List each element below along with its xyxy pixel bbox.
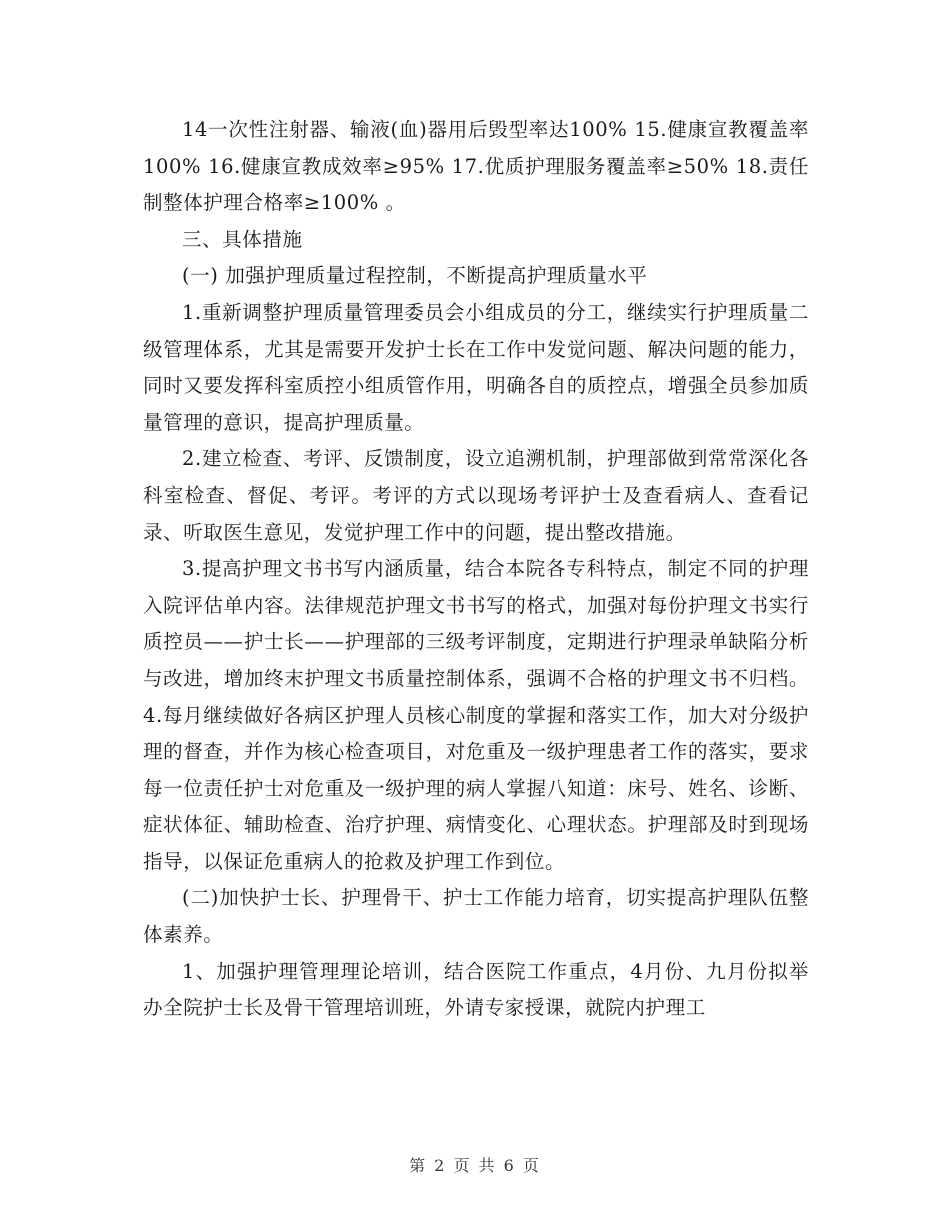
section-heading-measures: 三、具体措施 (182, 227, 303, 251)
paragraph-item-1: 1.重新调整护理质量管理委员会小组成员的分工，继续实行护理质量二级管理体系，尤其是需要开发护士长在工作中发觉问题、解决问题的能力，同时又要发挥科室质控小组质管作用，明确各自的质控点，增强全员参加质量管理的意识，提高护理质量。 (143, 300, 809, 434)
paragraph-indicators: 14一次性注射器、输液(血)器用后毁型率达100% 15.健康宣教覆盖率100% 16.健康宣教成效率≥95% 17.优质护理服务覆盖率≥50% 18.责任制整体护理合格率≥100% 。 (143, 118, 809, 215)
subsection-heading-quality-control: (一) 加强护理质量过程控制，不断提高护理质量水平 (182, 264, 648, 288)
document-body (143, 112, 809, 1027)
page-number-footer: 第 2 页 共 6 页 (409, 1156, 541, 1175)
paragraph-item-2: 2.建立检查、考评、反馈制度，设立追溯机制，护理部做到常常深化各科室检查、督促、考评。考评的方式以现场考评护士及查看病人、查看记录、听取医生意见，发觉护理工作中的问题，提出整改措施。 (143, 447, 809, 544)
subsection-heading-training: (二)加快护士长、护理骨干、护士工作能力培育，切实提高护理队伍整体素养。 (143, 886, 809, 947)
paragraph-item-3-4: 3.提高护理文书书写内涵质量，结合本院各专科特点，制定不同的护理入院评估单内容。法律规范护理文书书写的格式，加强对每份护理文书实行质控员——护士长——护理部的三级考评制度，定期进行护理录单缺陷分析与改进，增加终末护理文书质量控制体系，强调不合格的护理文书不归档。 4.每月继续做好各病区护理人员核心制度的掌握和落实工作，加大对分级护理的督查，并作为核心检查项目，对危重及一级护理患者工作的落实，要求每一位责任护士对危重及一级护理的病人掌握八知道：床号、姓名、诊断、症状体征、辅助检查、治疗护理、病情变化、心理状态。护理部及时到现场指导，以保证危重病人的抢救及护理工作到位。 (143, 557, 809, 873)
paragraph-training-1: 1、加强护理管理理论培训，结合医院工作重点，4月份、九月份拟举办全院护士长及骨干管理培训班，外请专家授课，就院内护理工 (143, 959, 809, 1020)
